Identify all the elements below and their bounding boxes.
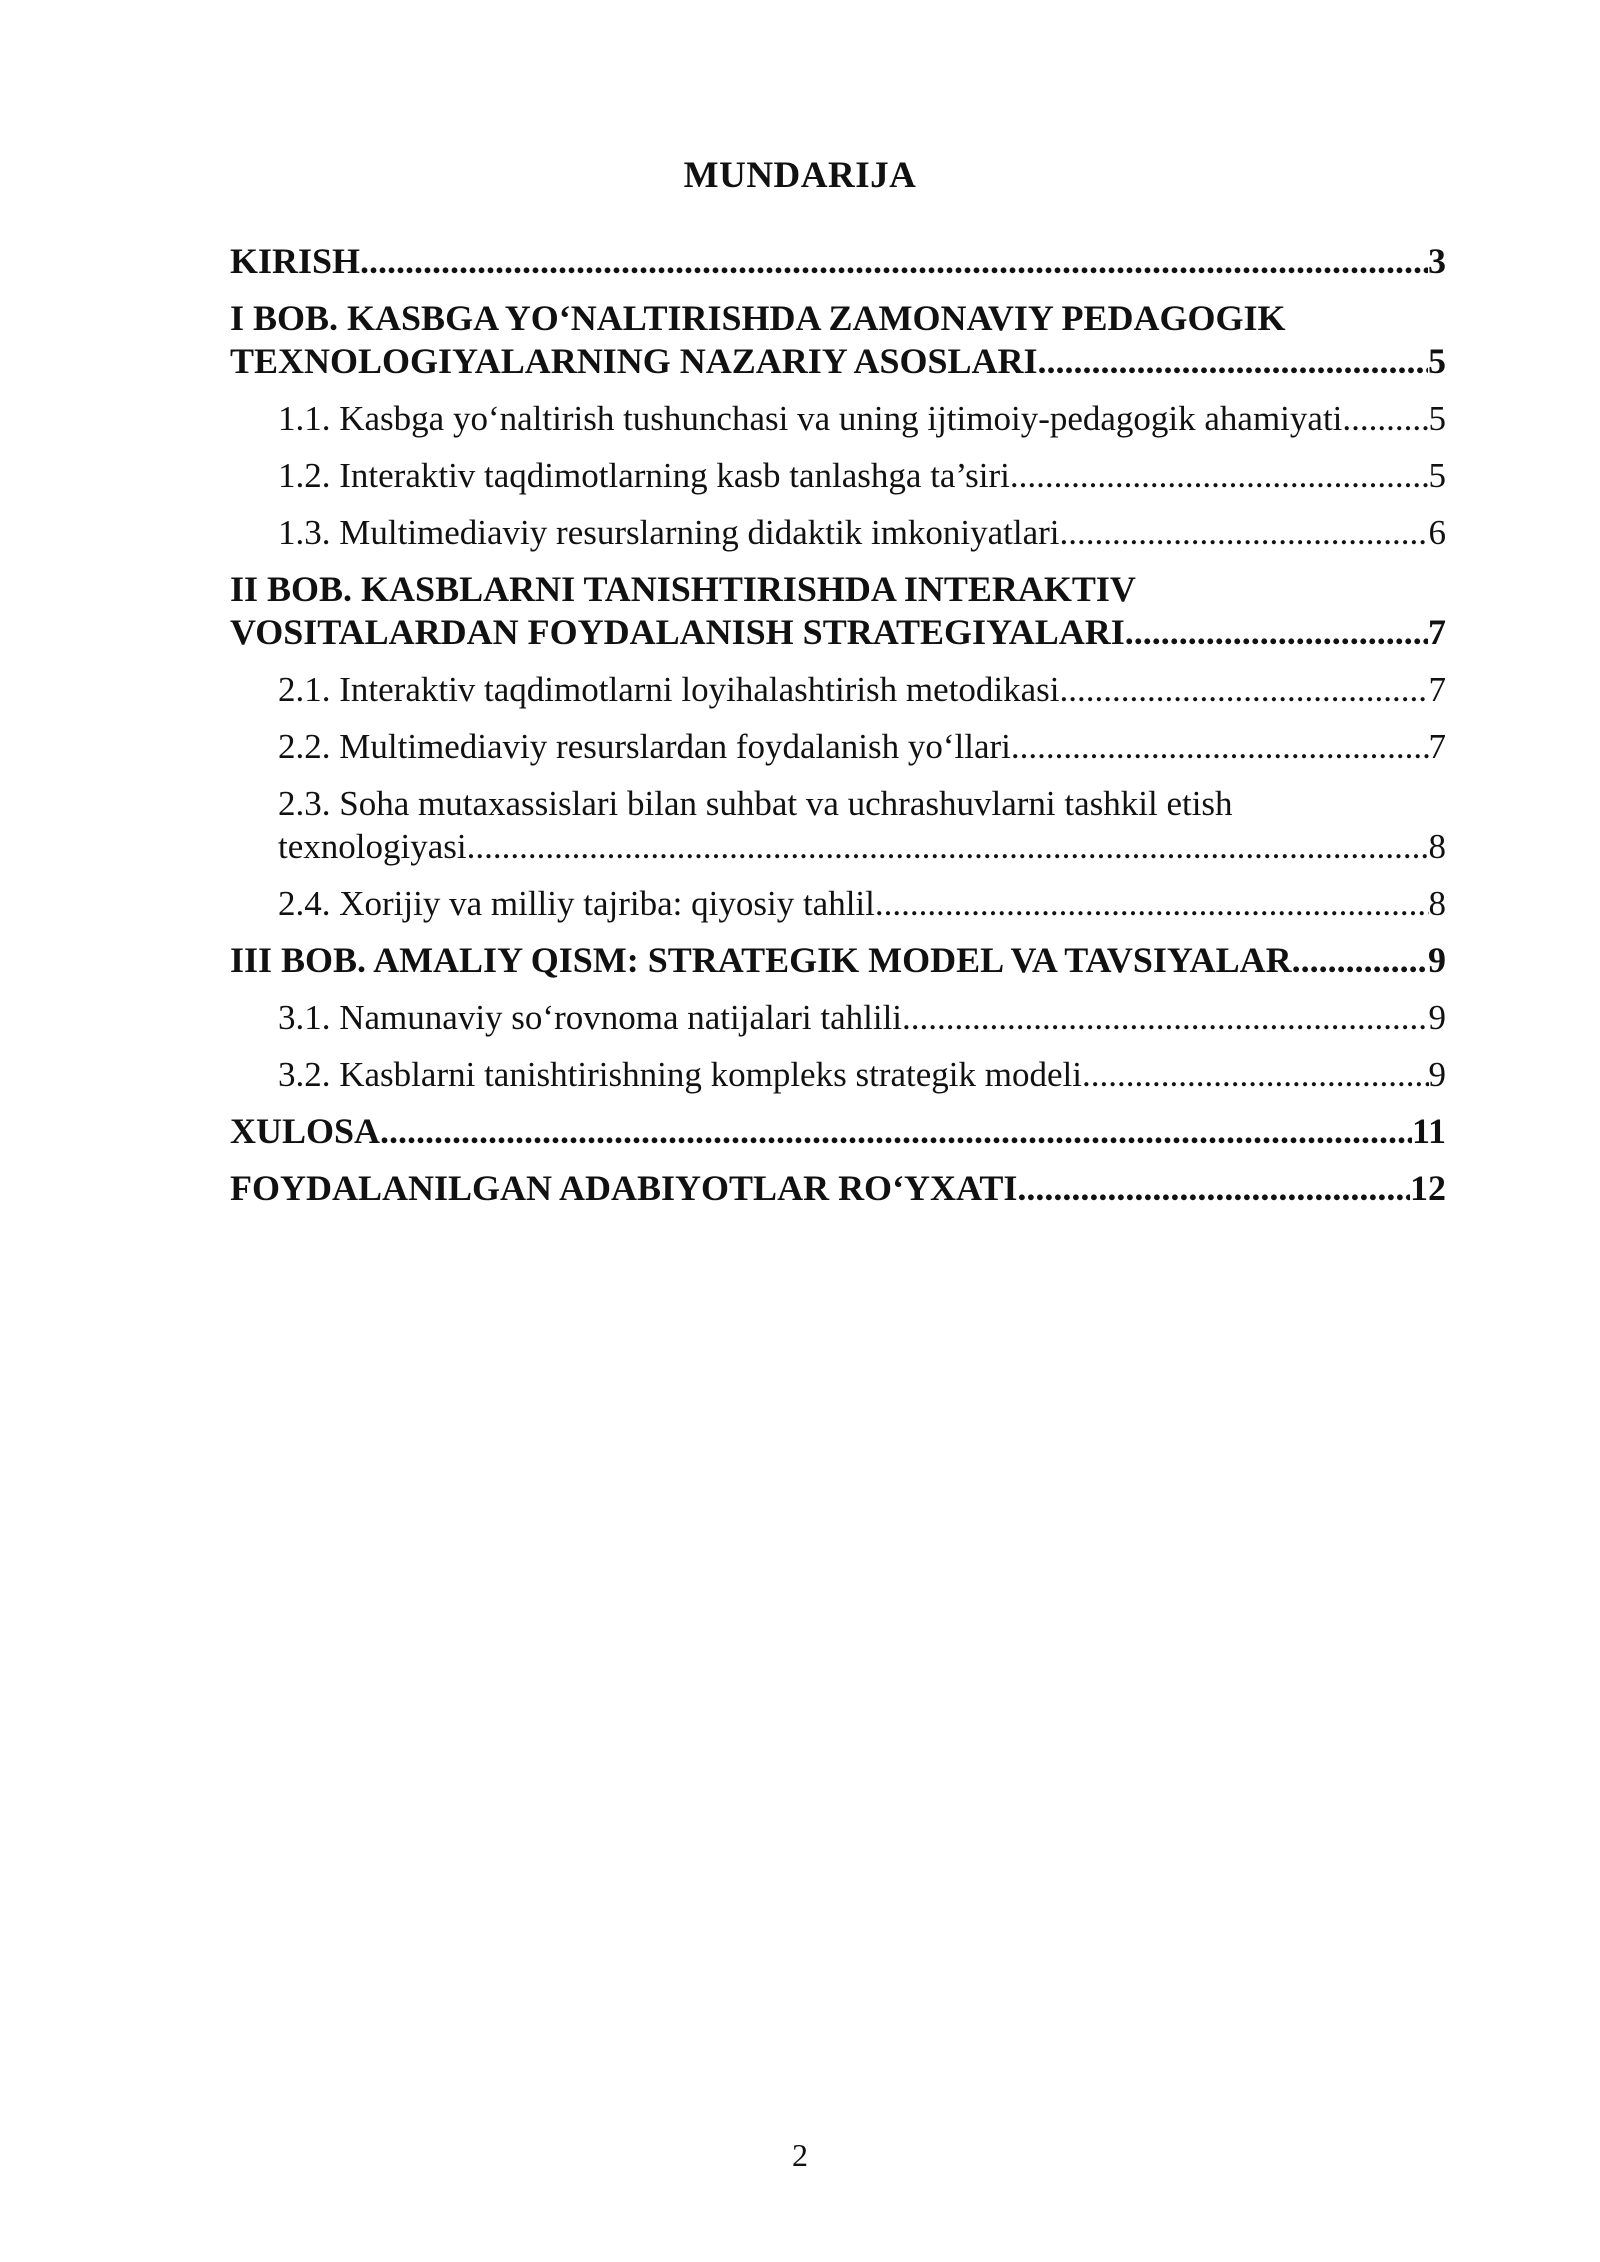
toc-page-number: 11: [1411, 1111, 1446, 1151]
dot-leader: [1038, 340, 1428, 383]
toc-section-entry[interactable]: [230, 454, 1446, 497]
toc-entry-label: 1.2. Interaktiv taqdimotlarning kasb tanlashga ta’siri: [278, 456, 1010, 495]
toc-page-number: 9: [1428, 940, 1446, 980]
toc-page-number: 8: [1428, 827, 1446, 866]
dot-leader: [1060, 511, 1429, 554]
toc-entry-label: KIRISH: [230, 241, 361, 281]
toc-entry-label: VOSITALARDAN FOYDALANISH STRATEGIYALARI: [230, 612, 1125, 652]
toc-page-number: 6: [1428, 513, 1446, 552]
toc-page-number: 7: [1428, 612, 1446, 652]
toc-page-number: 7: [1428, 670, 1446, 709]
toc-section-entry[interactable]: [230, 1053, 1446, 1096]
dot-leader: [1060, 668, 1429, 711]
toc-section-entry[interactable]: [230, 725, 1446, 768]
dot-leader: [1017, 1167, 1410, 1210]
dot-leader: [467, 825, 1429, 868]
toc-entry-label: III BOB. AMALIY QISM: STRATEGIK MODEL VA TAVSIYALAR: [230, 940, 1292, 980]
toc-entry-label: 2.2. Multimediaviy resurslardan foydalanish yo‘llari: [278, 727, 1011, 766]
dot-leader: [360, 240, 1428, 283]
toc-page-number: 8: [1428, 884, 1446, 923]
toc-entry-label: 2.1. Interaktiv taqdimotlarni loyihalashtirish metodikasi: [278, 670, 1060, 709]
toc-section-entry[interactable]: [230, 511, 1446, 554]
toc-page-number: 9: [1428, 998, 1446, 1037]
toc-chapter-entry[interactable]: [230, 568, 1446, 654]
toc-page-number: 3: [1428, 241, 1446, 281]
toc-chapter-entry[interactable]: [230, 939, 1446, 982]
toc-entry-label: texnologiyasi: [278, 827, 467, 866]
toc-entry-label: 3.2. Kasblarni tanishtirishning kompleks strategik modeli: [278, 1055, 1082, 1094]
toc-chapter-entry[interactable]: [230, 1167, 1446, 1210]
toc-section-entry[interactable]: [230, 996, 1446, 1039]
toc-chapter-entry[interactable]: [230, 297, 1446, 383]
toc-entry-line: 2.3. Soha mutaxassislari bilan suhbat va uchrashuvlarni tashkil etish: [278, 784, 1233, 823]
toc-section-entry[interactable]: [230, 782, 1446, 868]
toc-chapter-entry[interactable]: [230, 1110, 1446, 1153]
toc-entry-label: 1.3. Multimediaviy resurslarning didaktik imkoniyatlari: [278, 513, 1060, 552]
dot-leader: [1010, 454, 1429, 497]
toc-chapter-entry[interactable]: [230, 240, 1446, 283]
dot-leader: [1125, 611, 1428, 654]
toc-page-number: 9: [1428, 1055, 1446, 1094]
toc-entry-label: 3.1. Namunaviy so‘rovnoma natijalari tahlili: [278, 998, 903, 1037]
toc-title: MUNDARIJA: [683, 155, 917, 196]
dot-leader: [875, 882, 1429, 925]
toc-section-entry[interactable]: [230, 882, 1446, 925]
dot-leader: [380, 1110, 1412, 1153]
page-number: 2: [792, 2137, 808, 2173]
toc-entry-label: 2.4. Xorijiy va milliy tajriba: qiyosiy tahlil: [278, 884, 875, 923]
toc-entry-label: 1.1. Kasbga yo‘naltirish tushunchasi va uning ijtimoiy-pedagogik ahamiyati: [278, 399, 1343, 438]
toc-section-entry[interactable]: [230, 397, 1446, 440]
dot-leader: [1342, 397, 1428, 440]
toc-page-number: 5: [1428, 341, 1446, 381]
dot-leader: [1011, 725, 1429, 768]
toc-page-number: 12: [1410, 1168, 1446, 1208]
toc-entry-label: FOYDALANILGAN ADABIYOTLAR RO‘YXATI: [230, 1168, 1018, 1208]
toc-entry-label: TEXNOLOGIYALARNING NAZARIY ASOSLARI: [230, 341, 1038, 381]
dot-leader: [1082, 1053, 1429, 1096]
toc-section-entry[interactable]: [230, 668, 1446, 711]
toc-entry-label: XULOSA: [230, 1111, 381, 1151]
dot-leader: [902, 996, 1428, 1039]
toc-page-number: 5: [1428, 456, 1446, 495]
toc-entry-line: II BOB. KASBLARNI TANISHTIRISHDA INTERAKTIV: [230, 569, 1136, 609]
toc-page-number: 5: [1428, 399, 1446, 438]
toc-page-number: 7: [1428, 727, 1446, 766]
table-of-contents: [230, 240, 1446, 1210]
toc-entry-line: I BOB. KASBGA YO‘NALTIRISHDA ZAMONAVIY PEDAGOGIK: [230, 298, 1286, 338]
dot-leader: [1292, 939, 1428, 982]
